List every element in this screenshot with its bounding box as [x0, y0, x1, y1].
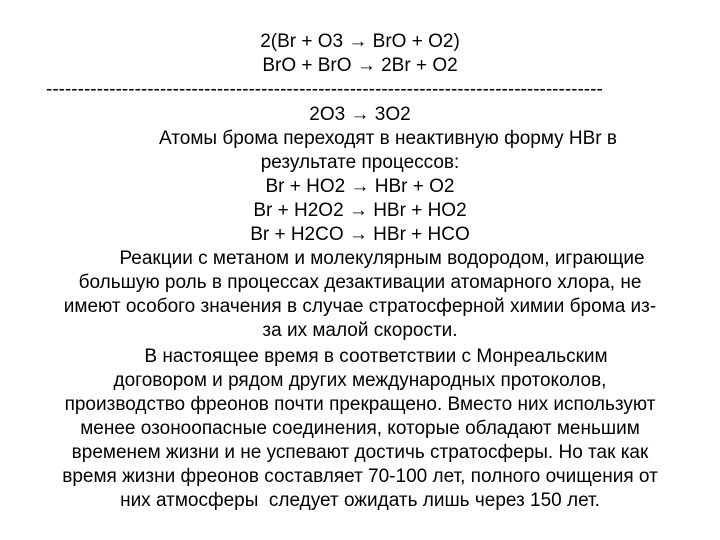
paragraph3-line2: договором и рядом других международных протоколов, [113, 370, 607, 391]
equation-br-h2co: Br + H2CO → HBr + HCO [250, 224, 470, 245]
equation-bro-bro: BrO + BrO → 2Br + O2 [262, 55, 458, 76]
paragraph1-line2: результате процессов: [260, 152, 460, 173]
paragraph2-line2: большую роль в процессах дезактивации атомарного хлора, не [78, 272, 642, 293]
net-equation: 2O3 → 3O2 [309, 104, 411, 125]
paragraph3-line4: менее озоноопасные соединения, которые обладают меньшим [80, 418, 640, 439]
paragraph3-line3: производство фреонов почти прекращено. Вместо них используют [64, 394, 656, 415]
paragraph2-line4: за их малой скорости. [262, 320, 458, 341]
paragraph2-line3: имеют особого значения в случае стратосферной химии брома из- [63, 296, 657, 317]
equation-br-h2o2: Br + H2O2 → HBr + HO2 [253, 200, 467, 221]
equation-br-ho2: Br + HO2 → HBr + O2 [265, 176, 455, 197]
equation-br-o3: 2(Br + O3 → BrO + O2) [260, 31, 460, 52]
paragraph2-line1: Реакции с метаном и молекулярным водородом, играющие [119, 248, 645, 269]
paragraph3-line7: них атмосферы следует ожидать лишь через 150 лет. [120, 490, 600, 511]
paragraph3-line1: В настоящее время в соответствии с Монреальским [144, 346, 608, 367]
paragraph3-line5: временем жизни и не успевают достичь стратосферы. Но так как [71, 442, 649, 463]
divider-line: ---------------------------------------------------------------------------------------- [46, 79, 603, 100]
paragraph3-line6: время жизни фреонов составляет 70-100 лет, полного очищения от [62, 466, 658, 487]
paragraph1-line1: Атомы брома переходят в неактивную форму HBr в [159, 128, 617, 149]
